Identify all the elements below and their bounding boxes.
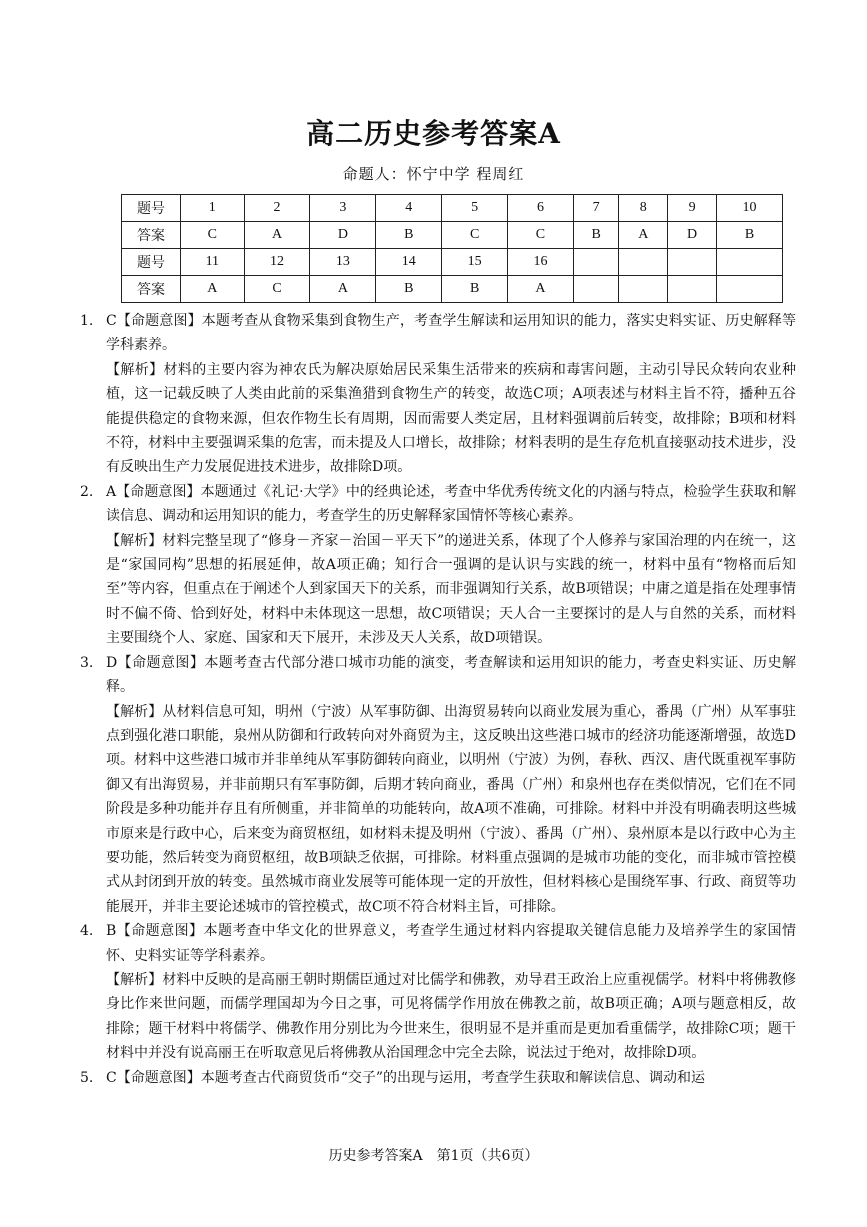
answer-table-cell: A [181,276,245,303]
answer-table-cell: 13 [310,249,376,276]
answer-table-cell: B [717,222,783,249]
answer-table-row [122,222,783,249]
answer-table-cell: 4 [376,195,442,222]
answer-table-cell: C [244,276,310,303]
answer-table-cell: 2 [244,195,310,222]
answer-table-cell: C [181,222,245,249]
answer-table-cell [668,276,717,303]
question-analysis: 【解析】材料中反映的是高丽王朝时期儒臣通过对比儒学和佛教，劝导君王政治上应重视儒学。材料中将佛教修身比作来世问题，而儒学理国却为今日之事，可见将儒学作用放在佛教之前，故B项正确；A项与题意相反，故排除；题干材料中将儒学、佛教作用分别比为今世来生，很明显不是并重而是更加看重儒学，故排除C项；题干材料中并没有说高丽王在听取意见后将佛教从治国理念中完全去除，说法过于绝对，故排除D项。 [106,971,796,1062]
answer-table-row-header: 答案 [122,276,181,303]
question-intent: B【命题意图】本题考查中华文化的世界意义，考查学生通过材料内容提取关键信息能力及培养学生的家国情怀、史料实证等学科素养。 [106,923,796,964]
question-number: 3. [80,654,94,671]
page-footer: 历史参考答案A 第1页（共6页） [328,1148,539,1164]
question-number: 2. [80,483,94,500]
answer-table-row [122,249,783,276]
question-number: 5. [80,1069,94,1086]
question-item [72,919,796,1065]
question-analysis: 【解析】材料完整呈现了“修身－齐家－治国－平天下”的递进关系，体现了个人修养与家国治理的内在统一，这是“家国同构”思想的拓展延伸，故A项正确；知行合一强调的是认识与实践的统一，材料中虽有“物格而后知至”等内容，但重点在于阐述个人到家国天下的关系，而非强调知行关系，故B项错误；中庸之道是指在处理事情时不偏不倚、恰到好处，材料中未体现这一思想，故C项错误；天人合一主要探讨的是人与自然的关系，而材料主要围绕个人、家庭、国家和天下展开，未涉及天人关系，故D项错误。 [106,532,796,647]
answer-table-row [122,195,783,222]
answer-table-cell: C [442,222,508,249]
page-title: 高二历史参考答案A [306,117,561,150]
answer-table-cell: A [619,222,668,249]
answer-table-cell: B [573,222,618,249]
answer-table-cell: A [508,276,574,303]
answer-table-row-header: 题号 [122,195,181,222]
question-intent: A【命题意图】本题通过《礼记·大学》中的经典论述，考查中华优秀传统文化的内涵与特点，检验学生获取和解读信息、调动和运用知识的能力，考查学生的历史解释家国情怀等核心素养。 [106,483,796,525]
answer-table-cell [573,276,618,303]
answer-table-cell [717,249,783,276]
answer-table-cell: 7 [573,195,618,222]
question-number: 1. [80,313,94,329]
answer-table-cell: 1 [181,195,245,222]
answer-table-cell [668,249,717,276]
question-number: 4. [80,923,94,940]
answer-table-row [122,276,783,303]
answer-table-cell: 5 [442,195,508,222]
answer-table-cell: B [442,276,508,303]
answer-table-cell: 11 [181,249,245,276]
question-analysis: 【解析】材料的主要内容为神农氏为解决原始居民采集生活带来的疾病和毒害问题，主动引导民众转向农业种植，这一记载反映了人类由此前的采集渔猎到食物生产的转变，故选C项；A项表述与材料主旨不符，播种五谷能提供稳定的食物来源，但农作物生长有周期，因而需要人类定居，且材料强调前后转变，故排除；B项和材料不符，材料中主要强调采集的危害，而未提及人口增长，故排除；材料表明的是生存危机直接驱动技术进步，没有反映出生产力发展促进技术进步，故排除D项。 [106,361,796,476]
question-item [72,480,796,651]
question-intent: D【命题意图】本题考查古代部分港口城市功能的演变，考查解读和运用知识的能力，考查史料实证、历史解释。 [106,654,796,696]
answer-table-cell: B [376,276,442,303]
answer-table-cell: 9 [668,195,717,222]
answer-table-cell: 14 [376,249,442,276]
answer-table-cell: 15 [442,249,508,276]
answer-table-cell: 8 [619,195,668,222]
answer-table-cell: C [508,222,574,249]
question-item [72,309,796,480]
answer-table-cell [619,249,668,276]
answer-table-row-header: 答案 [122,222,181,249]
answer-table-cell: D [668,222,717,249]
answer-table-cell: 3 [310,195,376,222]
answer-table-cell [717,276,783,303]
answer-table-cell [573,249,618,276]
question-item [72,651,796,919]
question-intent: C【命题意图】本题考查从食物采集到食物生产，考查学生解读和运用知识的能力，落实史料实证、历史解释等学科素养。 [106,313,796,354]
answer-table-cell: 6 [508,195,574,222]
answer-table-cell: B [376,222,442,249]
answer-table [121,194,783,303]
answer-table-cell: A [244,222,310,249]
answer-table-cell: 16 [508,249,574,276]
question-item [72,1066,796,1090]
answer-table-cell: D [310,222,376,249]
question-list [72,309,796,1090]
answer-table-row-header: 题号 [122,249,181,276]
question-intent: C【命题意图】本题考查古代商贸货币“交子”的出现与运用，考查学生获取和解读信息、调动和运 [106,1069,706,1086]
answer-table-cell: A [310,276,376,303]
answer-table-cell [619,276,668,303]
answer-table-cell: 10 [717,195,783,222]
author-line: 命题人：怀宁中学 程周红 [342,165,525,183]
answer-table-cell: 12 [244,249,310,276]
question-analysis: 【解析】从材料信息可知，明州（宁波）从军事防御、出海贸易转向以商业发展为重心，番禺（广州）从军事驻点到强化港口职能，泉州从防御和行政转向对外商贸为主，这反映出这些港口城市的经济功能逐渐增强，故选D项。材料中这些港口城市并非单纯从军事防御转向商业，以明州（宁波）为例，春秋、西汉、唐代既重视军事防御又有出海贸易，并非前期只有军事防御，后期才转向商业，番禺（广州）和泉州也存在类似情况，它们在不同阶段是多种功能并存且有所侧重，并非简单的功能转向，故A项不准确，可排除。材料中并没有明确表明这些城市原来是行政中心，后来变为商贸枢纽，如材料未提及明州（宁波）、番禺（广州）、泉州原本是以行政中心为主要功能，然后转变为商贸枢纽，故B项缺乏依据，可排除。材料重点强调的是城市功能的变化，而非城市管控模式从封闭到开放的转变。虽然城市商业发展等可能体现一定的开放性，但材料核心是围绕军事、行政、商贸等功能展开，并非主要论述城市的管控模式，故C项不符合材料主旨，可排除。 [106,703,796,915]
